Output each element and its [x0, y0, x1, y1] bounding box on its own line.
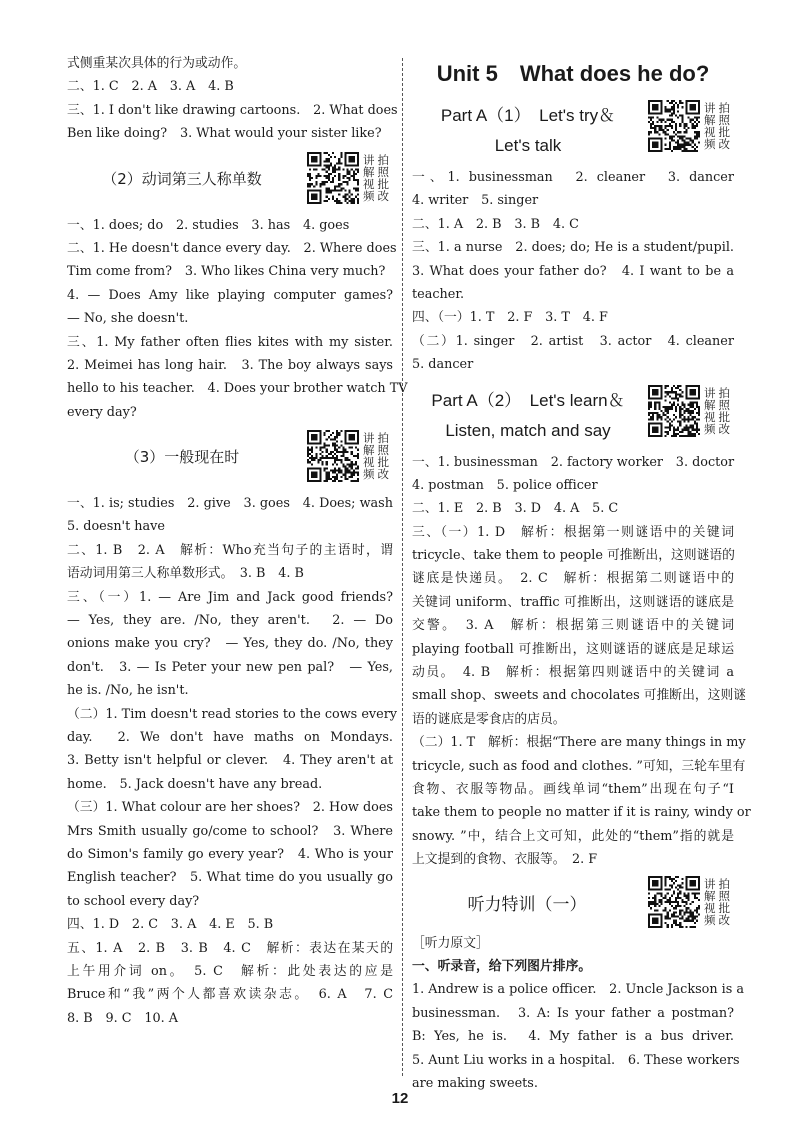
text-line: 二、1. B 2. A 解析：Who充当句子的主语时，谓 — [67, 542, 393, 558]
text-line: 语的谜底是零食店的店员。 — [412, 711, 566, 727]
right-column — [412, 52, 751, 1095]
text-line: 3. Betty isn't helpful or clever. 4. They aren't at — [67, 753, 393, 769]
qr-code-widget[interactable] — [648, 100, 734, 152]
qr-code-widget[interactable] — [307, 152, 393, 204]
qr-code-widget[interactable] — [648, 385, 734, 437]
section-title: （3）一般现在时 — [124, 448, 240, 467]
text-line: 关键词 uniform、traffic 可推断出，这则谜语的谜底是 — [412, 594, 734, 610]
section-title: （2）动词第三人称单数 — [102, 169, 262, 188]
text-line: B: Yes, he is. 4. My father is a bus driver. — [412, 1029, 734, 1045]
column-divider — [402, 58, 403, 1076]
qr-label: 讲拍解照视批频改 — [704, 876, 733, 927]
listening-instruction: 一、听录音，给下列图片排序。 — [412, 958, 592, 974]
text-line: 一、1. businessman 2. cleaner 3. dancer — [412, 170, 734, 185]
answers-block-2 — [67, 214, 408, 425]
text-line: 三、1. My father often flies kites with my sister. — [67, 334, 393, 350]
text-line: 3. What does your father do? 4. I want to be a — [412, 263, 734, 279]
text-line: 三、（一）1. — Are Jim and Jack good friends? — [67, 589, 393, 605]
text-line: Ben like doing? 3. What would your sister like? — [67, 126, 382, 142]
qr-code-widget[interactable] — [307, 430, 393, 482]
text-line: Mrs Smith usually go/come to school? 3. Where — [67, 823, 393, 839]
text-line: 语动词用第三人称单数形式。 3. B 4. B — [67, 566, 304, 582]
text-line: don't. 3. — Is Peter your new pen pal? — Yes, — [67, 659, 393, 675]
text-line: 三、（一）1. D 解析：根据第一则谜语中的关键词 — [412, 524, 734, 540]
text-line: 三、1. a nurse 2. does; do; He is a student/pupil. — [412, 240, 734, 256]
qr-label: 讲拍解照视批频改 — [704, 385, 733, 436]
qr-code-widget[interactable] — [648, 876, 734, 928]
page-number: 12 — [391, 1090, 409, 1107]
text-line: tricycle, such as food and clothes. ”可知，三轮车里有 — [412, 758, 746, 774]
text-line: 二、1. C 2. A 3. A 4. B — [67, 79, 234, 95]
section-heading-third-person — [67, 146, 393, 214]
qr-code-icon — [648, 385, 700, 437]
listening-heading — [412, 872, 734, 932]
text-line: 一、1. does; do 2. studies 3. has 4. goes — [67, 217, 350, 233]
text-line: businessman. 3. A: Is your father a postman? — [412, 1005, 734, 1021]
text-line: （三）1. What colour are her shoes? 2. How does — [67, 800, 393, 816]
text-line: 五、1. A 2. B 3. B 4. C 解析：表达在某天的 — [67, 940, 393, 956]
text-line: 四、1. D 2. C 3. A 4. E 5. B — [67, 917, 274, 933]
text-line: Tim come from? 3. Who likes China very much? — [67, 264, 386, 280]
text-line: 食物、衣服等物品。画线单词“them”出现在句子“I — [412, 781, 734, 797]
text-line: home. 5. Jack doesn't have any bread. — [67, 776, 323, 792]
qr-label: 讲拍解照视批频改 — [363, 431, 392, 482]
text-line: （二）1. singer 2. artist 3. actor 4. cleaner — [412, 333, 734, 349]
answers-part-a2 — [412, 451, 751, 872]
text-line: 一、1. is; studies 2. give 3. goes 4. Does; wash — [67, 496, 393, 512]
text-line: 5. doesn't have — [67, 519, 165, 535]
listening-transcript — [412, 978, 745, 1095]
part-a1-heading — [412, 96, 734, 166]
text-line: 上午用介词 on。 5. C 解析：此处表达的应是 — [67, 963, 393, 979]
answers-block-1 — [67, 52, 398, 146]
text-line: do Simon's family go every year? 4. Who is your — [67, 846, 393, 862]
qr-code-icon — [307, 430, 359, 482]
text-line: 交警。 3. A 解析：根据第三则谜语中的关键词 — [412, 618, 734, 634]
text-line: 5. dancer — [412, 357, 474, 373]
qr-label: 讲拍解照视批频改 — [363, 152, 392, 203]
text-line: 5. Aunt Liu works in a hospital. 6. These workers — [412, 1052, 740, 1068]
text-line: teacher. — [412, 286, 465, 302]
qr-label: 讲拍解照视批频改 — [704, 101, 733, 151]
text-line: — No, she doesn't. — [67, 311, 189, 327]
text-line: 4. writer 5. singer — [412, 193, 539, 209]
text-line: 2. Meimei has long hair. 3. The boy always says — [67, 357, 393, 373]
text-line: Bruce和“我”两个人都喜欢读杂志。 6. A 7. C — [67, 987, 393, 1003]
text-line: he is. /No, he isn't. — [67, 683, 189, 699]
listening-label: ［听力原文］ — [412, 935, 489, 951]
text-line: 谜底是快递员。 2. C 解析：根据第二则谜语中的 — [412, 571, 734, 587]
answers-block-3 — [67, 492, 398, 1030]
text-line: playing football 可推断出，这则谜语的谜底是足球运 — [412, 641, 734, 657]
part-title-line-2: Listen, match and say — [445, 420, 611, 440]
part-title-line-2: Let's talk — [494, 136, 562, 155]
qr-code-icon — [648, 100, 700, 152]
text-line: 8. B 9. C 10. A — [67, 1010, 179, 1026]
text-line: 上文提到的食物、衣服等。 2. F — [412, 852, 598, 868]
text-line: 四、（一）1. T 2. F 3. T 4. F — [412, 310, 608, 326]
text-line: take them to people no matter if it is rainy, windy or — [412, 805, 751, 821]
part-a2-heading — [412, 381, 734, 451]
text-line: 三、1. I don't like drawing cartoons. 2. What does — [67, 102, 398, 118]
text-line: English teacher? 5. What time do you usually go — [67, 870, 393, 886]
text-line: onions make you cry? — Yes, they do. /No, they — [67, 636, 393, 652]
text-line: are making sweets. — [412, 1075, 538, 1091]
text-line: （二）1. T 解析：根据“There are many things in my — [412, 735, 746, 751]
text-line: 二、1. A 2. B 3. B 4. C — [412, 216, 579, 232]
answers-part-a1 — [412, 166, 734, 377]
text-line: 1. Andrew is a police officer. 2. Uncle Jackson is a — [412, 982, 745, 998]
text-line: day. 2. We don't have maths on Mondays. — [67, 729, 393, 745]
section-heading-present-simple — [67, 424, 393, 492]
part-title-line-1: Part A（1） Let's try＆ — [440, 106, 616, 125]
text-line: 4. postman 5. police officer — [412, 477, 598, 493]
qr-code-icon — [307, 152, 359, 204]
qr-code-icon — [648, 876, 700, 928]
text-line: to school every day? — [67, 893, 200, 909]
text-line: small shop、sweets and chocolates 可推断出，这则谜 — [412, 688, 747, 704]
text-line: — Yes, they are. /No, they aren't. 2. — Do — [67, 613, 393, 629]
text-line: 二、1. He doesn't dance every day. 2. Where does — [67, 240, 397, 256]
text-line: （二）1. Tim doesn't read stories to the cows every — [67, 706, 398, 722]
text-line: 式侧重某次具体的行为或动作。 — [67, 56, 247, 71]
text-line: every day? — [67, 404, 137, 420]
part-title-line-1: Part A（2） Let's learn＆ — [431, 390, 625, 410]
text-line: 动员。 4. B 解析：根据第四则谜语中的关键词 a — [412, 665, 734, 681]
text-line: 一、1. businessman 2. factory worker 3. doctor — [412, 454, 735, 470]
left-column — [67, 52, 408, 1030]
text-line: snowy. ”中，结合上文可知，此处的“them”指的就是 — [412, 828, 734, 844]
text-line: hello to his teacher. 4. Does your brother watch TV — [67, 381, 408, 397]
text-line: tricycle、take them to people 可推断出，这则谜语的 — [412, 548, 735, 564]
text-line: 4. — Does Amy like playing computer games? — [67, 287, 393, 303]
unit-title: Unit 5 What does he do? — [436, 61, 710, 86]
section-title: 听力特训（一） — [467, 894, 587, 915]
text-line: 二、1. E 2. B 3. D 4. A 5. C — [412, 501, 619, 517]
